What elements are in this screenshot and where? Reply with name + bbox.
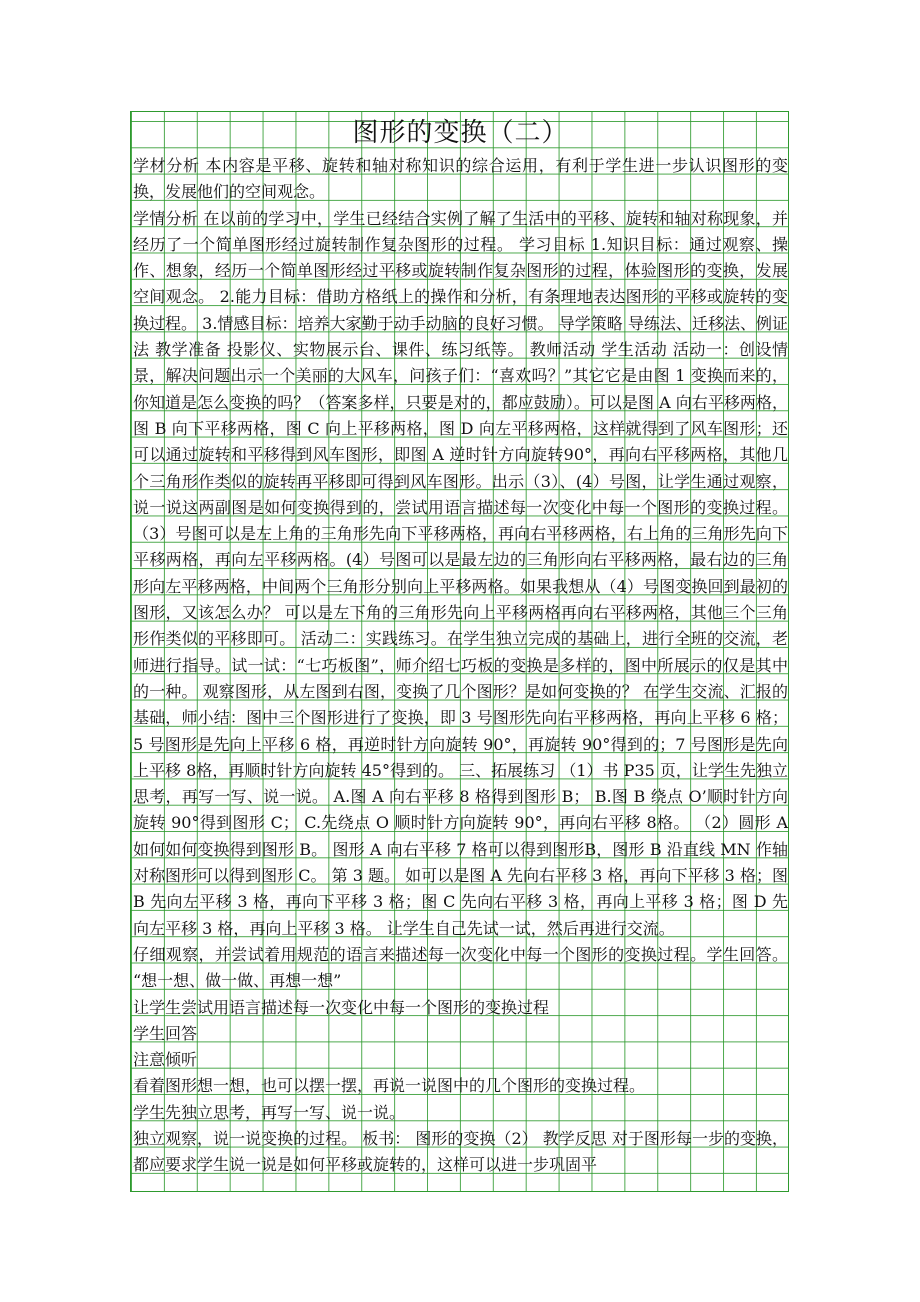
document-body <box>133 115 788 1179</box>
paragraph-lesson-body: 学情分析 在以前的学习中，学生已经结合实例了解了生活中的平移、旋转和轴对称现象，并经历了一个简单图形经过旋转制作复杂图形的过程。 学习目标 1.知识目标：通过观察、操作、想象，经历一个简单图形经过平移或旋转制作复杂图形的过程，体验图形的变换，发展空间观念。 2.能力目标：借助方格纸上的操作和分析，有条理地表达图形的平移或旋转的变换过程。 3.情感目标：培养大家勤于动手动脑的良好习惯。 导学策略 导练法、迁移法、例证法 教学准备 投影仪、实物展示台、课件、练习纸等。 教师活动 学生活动 活动一：创设情景，解决问题出示一个美丽的大风车，问孩子们：“喜欢吗？”其它它是由图 1 变换而来的，你知道是怎么变换的吗？（答案多样，只要是对的，都应鼓励）。可以是图 A 向右平移两格，图 B 向下平移两格，图 C 向上平移两格，图 D 向左平移两格，这样就得到了风车图形；还可以通过旋转和平移得到风车图形，即图 A 逆时针方向旋转90°，再向右平移两格，其他几个三角形作类似的旋转再平移即可得到风车图形。出示（3）、(4）号图，让学生通过观察，说一说这两副图是如何变换得到的，尝试用语言描述每一次变化中每一个图形的变换过程。（3）号图可以是左上角的三角形先向下平移两格，再向右平移两格，右上角的三角形先向下平移两格，再向左平移两格。(4）号图可以是最左边的三角形向右平移两格，最右边的三角形向左平移两格，中间两个三角形分别向上平移两格。如果我想从（4）号图变换回到最初的图形，又该怎么办？ 可以是左下角的三角形先向上平移两格再向右平移两格，其他三个三角形作类似的平移即可。 活动二：实践练习。在学生独立完成的基础上，进行全班的交流，老师进行指导。试一试：“七巧板图”，师介绍七巧板的变换是多样的，图中所展示的仅是其中的一种。 观察图形，从左图到右图，变换了几个图形？是如何变换的？ 在学生交流、汇报的基础，师小结：图中三个图形进行了变换，即 3 号图形先向右平移两格，再向上平移 6 格；5 号图形是先向上平移 6 格，再逆时针方向旋转 90°，再旋转 90°得到的；7 号图形是先向上平移 8格，再顺时针方向旋转 45°得到的。 三、拓展练习 （1）书 P35 页，让学生先独立思考，再写一写、说一说。 A.图 A 向右平移 8 格得到图形 B； B.图 B 绕点 O’顺时针方向旋转 90°得到图形 C； C.先绕点 O 顺时针方向旋转 90°，再向右平移 8格。 （2）圆形 A 如何如何变换得到图形 B。 图形 A 向右平移 7 格可以得到图形B，图形 B 沿直线 MN 作轴对称图形可以得到图形 C。 第 3 题。 如可以是图 A 先向右平移 3 格，再向下平移 3 格；图 B 先向左平移 3 格，再向下平移 3 格；图 C 先向右平移 3 格，再向上平移 3 格；图 D 先向左平移 3 格，再向上平移 3 格。 让学生自己先试一试，然后再进行交流。 <box>133 208 788 938</box>
grid-paper <box>130 111 789 1192</box>
page-title: 图形的变换（二） <box>352 118 569 148</box>
paragraph-describe: 让学生尝试用语言描述每一次变化中每一个图形的变换过程 <box>133 997 550 1017</box>
paragraph-blackboard-reflection: 独立观察，说一说变换的过程。 板书： 图形的变换（2） 教学反思 对于图形每一步的变换，都应要求学生说一说是如何平移或旋转的，这样可以进一步巩固平 <box>133 1128 788 1175</box>
paragraph-think-arrange: 看着图形想一想，也可以摆一摆，再说一说图中的几个图形的变换过程。 <box>133 1076 646 1096</box>
paragraph-student-answer: 学生回答 <box>133 1023 198 1043</box>
paragraph-material-analysis: 学材分析 本内容是平移、旋转和轴对称知识的综合运用，有利于学生进一步认识图形的变换，发展他们的空间观念。 <box>133 156 788 202</box>
paragraph-listen: 注意倾听 <box>133 1050 198 1070</box>
paragraph-observe: 仔细观察，并尝试着用规范的语言来描述每一次变化中每一个图形的变换过程。学生回答。 “想一想、做一做、再想一想” <box>133 944 788 991</box>
paragraph-independent-think: 学生先独立思考，再写一写、说一说。 <box>133 1102 406 1122</box>
